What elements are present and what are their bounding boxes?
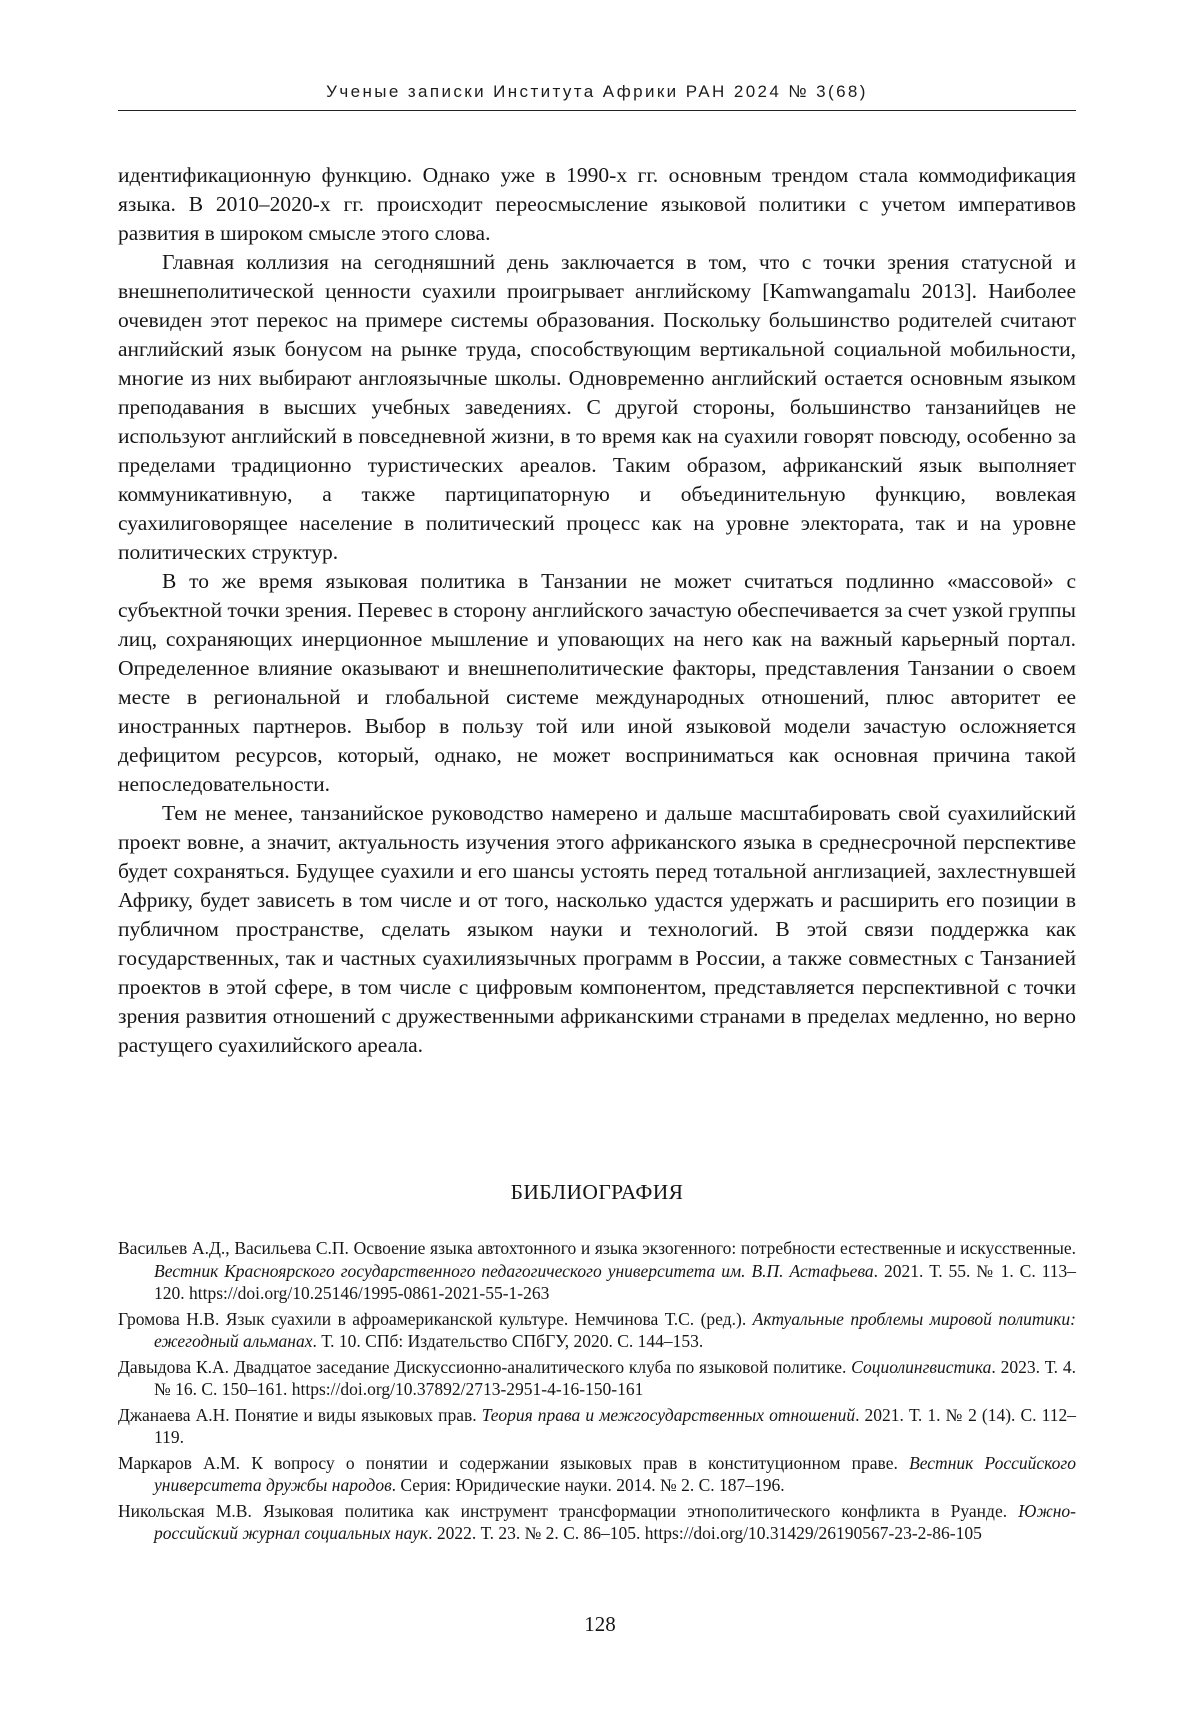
bibliography-title: БИБЛИОГРАФИЯ — [510, 1180, 684, 1204]
bibliography-entry — [118, 1404, 1076, 1449]
running-header: Ученые записки Института Африки РАН 2024 № 3(68) — [326, 82, 868, 101]
bib-entry-details: . 2022. Т. 23. № 2. С. 86–105. https://doi.org/10.31429/26190567-23-2-86-105 — [428, 1523, 982, 1543]
bib-entry-details: . Серия: Юридические науки. 2014. № 2. С. 187–196. — [391, 1475, 785, 1495]
bib-entry-authors-title: Громова Н.В. Язык суахили в афроамериканской культуре. Немчинова Т.С. (ред.). — [118, 1308, 753, 1329]
body-paragraph: В то же время языковая политика в Танзании не может считаться подлинно «массовой» с субъектной точки зрения. Перевес в сторону английского зачастую обеспечивается за счет узкой группы лиц, сохраняющих инерционное мышление и уповающих на него как на важный карьерный портал. Определенное влияние оказывают и внешнеполитические факторы, представления Танзании о своем месте в региональной и глобальной системе международных отношений, плюс авторитет ее иностранных партнеров. Выбор в пользу той или иной языковой модели зачастую осложняется дефицитом ресурсов, который, однако, не может восприниматься как основная причина такой непоследовательности. — [118, 569, 1076, 796]
body-paragraph: Главная коллизия на сегодняшний день заключается в том, что с точки зрения статусной и внешнеполитической ценности суахили проигрывает английскому [Kamwangamalu 2013]. Наиболее очевиден этот перекос на примере системы образования. Поскольку большинство родителей считают английский язык бонусом на рынке труда, способствующим вертикальной социальной мобильности, многие из них выбирают англоязычные школы. Одновременно английский остается основным языком преподавания в высших учебных заведениях. С другой стороны, большинство танзанийцев не используют английский в повседневной жизни, в то время как на суахили говорят повсюду, особенно за пределами традиционно туристических ареалов. Таким образом, африканский язык выполняет коммуникативную, а также партиципаторную и объединительную функцию, вовлекая суахилиговорящее население в политический процесс как на уровне электората, так и на уровне политических структур. — [118, 250, 1076, 564]
bib-entry-source: Южно-российский журнал социальных наук — [154, 1500, 1076, 1543]
body-paragraph: Тем не менее, танзанийское руководство намерено и дальше масштабировать свой суахилийский проект вовне, а значит, актуальность изучения этого африканского языка в среднесрочной перспективе будет сохраняться. Будущее суахили и его шансы устоять перед тотальной англизацией, захлестнувшей Африку, будет зависеть в том числе и от того, насколько удастся удержать и расширить его позиции в публичном пространстве, сделать языком науки и технологий. В этой связи поддержка как государственных, так и частных суахилиязычных программ в России, а также совместных с Танзанией проектов в этой сфере, в том числе с цифровым компонентом, представляется перспективной с точки зрения развития отношений с дружественными африканскими странами в пределах медленно, но верно растущего суахилийского ареала. — [118, 801, 1076, 1057]
bib-entry-source: Вестник Российского университета дружбы народов — [154, 1452, 1076, 1495]
bibliography-entry — [118, 1308, 1076, 1353]
bib-entry-authors-title: Давыдова К.А. Двадцатое заседание Дискуссионно-аналитического клуба по языковой политике. — [118, 1356, 852, 1377]
bib-entry-details: . 2021. Т. 1. № 2 (14). С. 112–119. — [154, 1404, 1076, 1447]
page-number: 128 — [584, 1612, 616, 1636]
bib-entry-source: Теория права и межгосударственных отношений — [481, 1404, 856, 1425]
header-rule — [118, 110, 1076, 111]
bibliography-list — [118, 1237, 1076, 1548]
bib-entry-authors-title: Никольская М.В. Языковая политика как инструмент трансформации этнополитического конфликта в Руанде. — [118, 1500, 1019, 1521]
bib-entry-details: . 2021. Т. 55. № 1. С. 113–120. https://doi.org/10.25146/1995-0861-2021-55-1-263 — [154, 1260, 1076, 1303]
article-body — [118, 161, 1076, 1060]
bibliography-entry — [118, 1356, 1076, 1401]
bib-entry-authors-title: Джанаева А.Н. Понятие и виды языковых прав. — [118, 1404, 482, 1425]
bib-entry-details: . 2023. Т. 4. № 16. С. 150–161. https://doi.org/10.37892/2713-2951-4-16-150-161 — [154, 1356, 1076, 1399]
bibliography-entry — [118, 1452, 1076, 1497]
bibliography-entry — [118, 1237, 1076, 1305]
bib-entry-source: Социолингвистика — [851, 1356, 992, 1377]
bib-entry-source: Вестник Красноярского государственного педагогического университета им. В.П. Астафьева — [154, 1260, 874, 1281]
bib-entry-details: . Т. 10. СПб: Издательство СПбГУ, 2020. С. 144–153. — [312, 1331, 704, 1351]
bib-entry-source: Актуальные проблемы мировой политики: ежегодный альманах — [154, 1308, 1076, 1351]
bib-entry-authors-title: Маркаров А.М. К вопросу о понятии и содержании языковых прав в конституционном праве. — [118, 1452, 910, 1473]
bibliography-entry — [118, 1500, 1076, 1545]
body-paragraph: идентификационную функцию. Однако уже в 1990-х гг. основным трендом стала коммодификация языка. В 2010–2020-х гг. происходит переосмысление языковой политики с учетом императивов развития в широком смысле этого слова. — [118, 163, 1076, 245]
bib-entry-authors-title: Васильев А.Д., Васильева С.П. Освоение языка автохтонного и языка экзогенного: потребности естественные и искусственные. — [118, 1238, 1076, 1258]
